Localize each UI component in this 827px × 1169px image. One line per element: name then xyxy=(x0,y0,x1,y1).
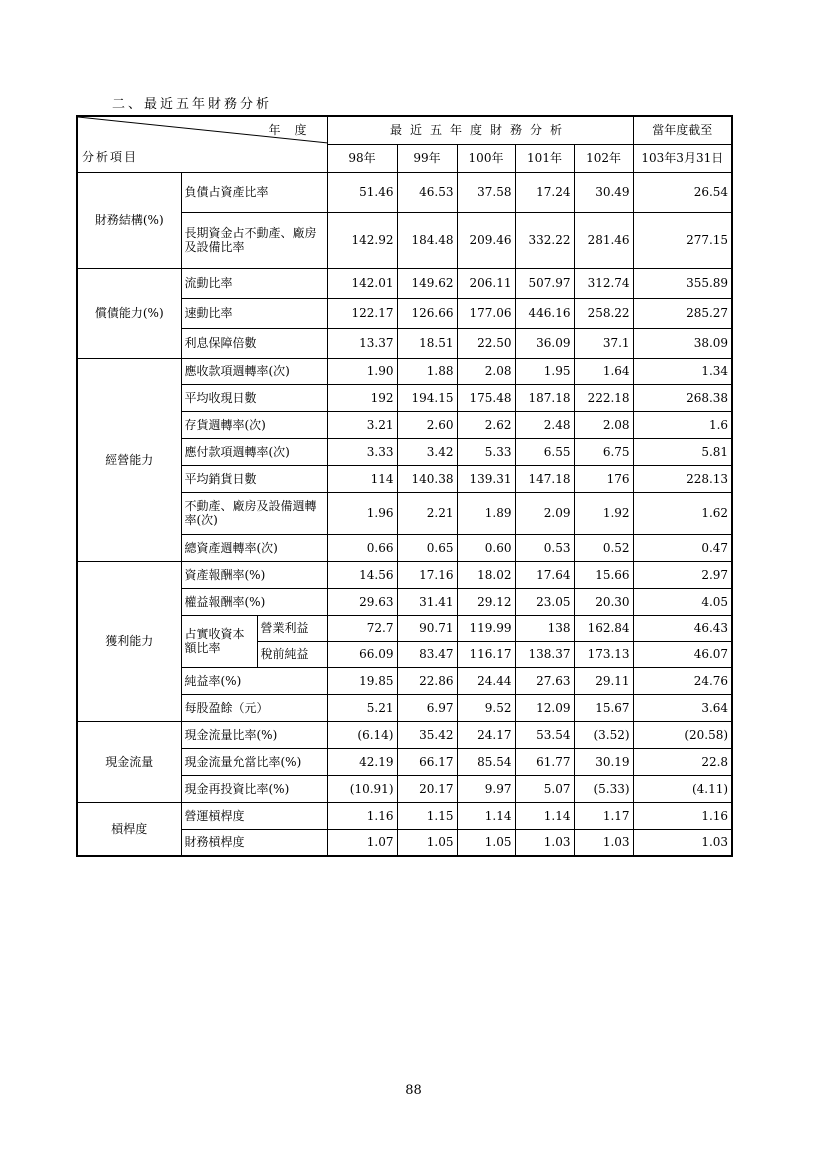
value-cell: 42.19 xyxy=(327,748,397,775)
table-row xyxy=(77,721,732,748)
value-cell: 5.21 xyxy=(327,694,397,721)
header-year: 103年3月31日 xyxy=(633,144,732,172)
value-cell: (10.91) xyxy=(327,775,397,802)
value-cell: 22.8 xyxy=(633,748,732,775)
header-current-year: 當年度截至 xyxy=(633,116,732,144)
value-cell: 46.43 xyxy=(633,615,732,641)
value-cell: 35.42 xyxy=(397,721,457,748)
value-cell: 285.27 xyxy=(633,298,732,328)
item-cell: 現金流量比率(%) xyxy=(181,721,327,748)
item-cell: 權益報酬率(%) xyxy=(181,588,327,615)
item-cell: 現金流量允當比率(%) xyxy=(181,748,327,775)
value-cell: 194.15 xyxy=(397,384,457,411)
subitem-cell: 稅前純益 xyxy=(257,641,327,667)
value-cell: 1.05 xyxy=(397,829,457,856)
value-cell: 1.96 xyxy=(327,492,397,534)
header-year: 101年 xyxy=(515,144,574,172)
value-cell: 1.89 xyxy=(457,492,515,534)
value-cell: 1.34 xyxy=(633,358,732,384)
value-cell: 0.65 xyxy=(397,534,457,561)
value-cell: 15.66 xyxy=(574,561,633,588)
value-cell: 17.24 xyxy=(515,172,574,212)
value-cell: 83.47 xyxy=(397,641,457,667)
value-cell: 3.21 xyxy=(327,411,397,438)
value-cell: 31.41 xyxy=(397,588,457,615)
value-cell: 147.18 xyxy=(515,465,574,492)
value-cell: 6.55 xyxy=(515,438,574,465)
category-cell: 償債能力(%) xyxy=(77,268,181,358)
value-cell: 1.88 xyxy=(397,358,457,384)
value-cell: 1.03 xyxy=(633,829,732,856)
value-cell: 176 xyxy=(574,465,633,492)
value-cell: 1.16 xyxy=(633,802,732,829)
item-cell: 占實收資本額比率 xyxy=(181,615,257,667)
category-cell: 現金流量 xyxy=(77,721,181,802)
value-cell: 446.16 xyxy=(515,298,574,328)
value-cell: 175.48 xyxy=(457,384,515,411)
item-cell: 應付款項週轉率(次) xyxy=(181,438,327,465)
value-cell: 0.52 xyxy=(574,534,633,561)
value-cell: 0.60 xyxy=(457,534,515,561)
value-cell: 332.22 xyxy=(515,212,574,268)
value-cell: 192 xyxy=(327,384,397,411)
item-cell: 營運槓桿度 xyxy=(181,802,327,829)
item-cell: 長期資金占不動產、廠房及設備比率 xyxy=(181,212,327,268)
item-cell: 現金再投資比率(%) xyxy=(181,775,327,802)
item-cell: 平均銷貨日數 xyxy=(181,465,327,492)
value-cell: 30.19 xyxy=(574,748,633,775)
value-cell: 2.08 xyxy=(574,411,633,438)
value-cell: 2.60 xyxy=(397,411,457,438)
value-cell: 177.06 xyxy=(457,298,515,328)
section-heading: 二、最近五年財務分析 xyxy=(112,97,273,112)
value-cell: 142.01 xyxy=(327,268,397,298)
item-cell: 每股盈餘（元） xyxy=(181,694,327,721)
value-cell: 22.50 xyxy=(457,328,515,358)
value-cell: (20.58) xyxy=(633,721,732,748)
value-cell: 1.16 xyxy=(327,802,397,829)
value-cell: 0.66 xyxy=(327,534,397,561)
value-cell: 6.75 xyxy=(574,438,633,465)
value-cell: 281.46 xyxy=(574,212,633,268)
value-cell: 1.03 xyxy=(574,829,633,856)
value-cell: 187.18 xyxy=(515,384,574,411)
value-cell: 209.46 xyxy=(457,212,515,268)
value-cell: 9.52 xyxy=(457,694,515,721)
value-cell: 1.05 xyxy=(457,829,515,856)
table-row xyxy=(77,268,732,298)
item-cell: 資產報酬率(%) xyxy=(181,561,327,588)
value-cell: 37.1 xyxy=(574,328,633,358)
value-cell: 15.67 xyxy=(574,694,633,721)
value-cell: 3.33 xyxy=(327,438,397,465)
value-cell: 1.64 xyxy=(574,358,633,384)
value-cell: (5.33) xyxy=(574,775,633,802)
financial-analysis-table xyxy=(76,115,733,857)
item-cell: 應收款項週轉率(次) xyxy=(181,358,327,384)
value-cell: 1.90 xyxy=(327,358,397,384)
value-cell: 90.71 xyxy=(397,615,457,641)
item-cell: 流動比率 xyxy=(181,268,327,298)
value-cell: 1.07 xyxy=(327,829,397,856)
value-cell: 3.42 xyxy=(397,438,457,465)
value-cell: 162.84 xyxy=(574,615,633,641)
value-cell: 138.37 xyxy=(515,641,574,667)
value-cell: 206.11 xyxy=(457,268,515,298)
value-cell: 85.54 xyxy=(457,748,515,775)
value-cell: 5.33 xyxy=(457,438,515,465)
value-cell: 122.17 xyxy=(327,298,397,328)
value-cell: 1.15 xyxy=(397,802,457,829)
value-cell: 507.97 xyxy=(515,268,574,298)
value-cell: 17.16 xyxy=(397,561,457,588)
value-cell: 0.47 xyxy=(633,534,732,561)
value-cell: 5.81 xyxy=(633,438,732,465)
value-cell: 66.09 xyxy=(327,641,397,667)
value-cell: 9.97 xyxy=(457,775,515,802)
value-cell: 1.14 xyxy=(515,802,574,829)
item-cell: 速動比率 xyxy=(181,298,327,328)
category-cell: 槓桿度 xyxy=(77,802,181,856)
value-cell: 3.64 xyxy=(633,694,732,721)
value-cell: 2.48 xyxy=(515,411,574,438)
value-cell: 51.46 xyxy=(327,172,397,212)
value-cell: 27.63 xyxy=(515,667,574,694)
item-cell: 利息保障倍數 xyxy=(181,328,327,358)
value-cell: 14.56 xyxy=(327,561,397,588)
header-five-year: 最近五年度財務分析 xyxy=(327,116,633,144)
value-cell: 142.92 xyxy=(327,212,397,268)
value-cell: 222.18 xyxy=(574,384,633,411)
table-row xyxy=(77,561,732,588)
header-year: 102年 xyxy=(574,144,633,172)
value-cell: 184.48 xyxy=(397,212,457,268)
value-cell: 26.54 xyxy=(633,172,732,212)
value-cell: 277.15 xyxy=(633,212,732,268)
item-cell: 財務槓桿度 xyxy=(181,829,327,856)
item-cell: 純益率(%) xyxy=(181,667,327,694)
value-cell: 2.09 xyxy=(515,492,574,534)
value-cell: (3.52) xyxy=(574,721,633,748)
value-cell: 5.07 xyxy=(515,775,574,802)
value-cell: 2.08 xyxy=(457,358,515,384)
category-cell: 獲利能力 xyxy=(77,561,181,721)
value-cell: 116.17 xyxy=(457,641,515,667)
value-cell: 38.09 xyxy=(633,328,732,358)
value-cell: 24.17 xyxy=(457,721,515,748)
value-cell: 19.85 xyxy=(327,667,397,694)
value-cell: 312.74 xyxy=(574,268,633,298)
table-row xyxy=(77,802,732,829)
value-cell: 258.22 xyxy=(574,298,633,328)
value-cell: 46.07 xyxy=(633,641,732,667)
value-cell: 18.02 xyxy=(457,561,515,588)
value-cell: 119.99 xyxy=(457,615,515,641)
value-cell: 355.89 xyxy=(633,268,732,298)
header-year: 99年 xyxy=(397,144,457,172)
value-cell: 268.38 xyxy=(633,384,732,411)
value-cell: 139.31 xyxy=(457,465,515,492)
value-cell: 2.62 xyxy=(457,411,515,438)
value-cell: 29.12 xyxy=(457,588,515,615)
value-cell: 24.76 xyxy=(633,667,732,694)
header-year: 98年 xyxy=(327,144,397,172)
item-cell: 總資產週轉率(次) xyxy=(181,534,327,561)
subitem-cell: 營業利益 xyxy=(257,615,327,641)
item-cell: 負債占資產比率 xyxy=(181,172,327,212)
value-cell: 17.64 xyxy=(515,561,574,588)
value-cell: 228.13 xyxy=(633,465,732,492)
value-cell: 2.97 xyxy=(633,561,732,588)
value-cell: 29.11 xyxy=(574,667,633,694)
value-cell: 30.49 xyxy=(574,172,633,212)
category-cell: 經營能力 xyxy=(77,358,181,561)
value-cell: 29.63 xyxy=(327,588,397,615)
value-cell: 114 xyxy=(327,465,397,492)
value-cell: 1.6 xyxy=(633,411,732,438)
value-cell: 4.05 xyxy=(633,588,732,615)
value-cell: 12.09 xyxy=(515,694,574,721)
value-cell: 18.51 xyxy=(397,328,457,358)
value-cell: 2.21 xyxy=(397,492,457,534)
value-cell: (4.11) xyxy=(633,775,732,802)
value-cell: 1.17 xyxy=(574,802,633,829)
value-cell: 173.13 xyxy=(574,641,633,667)
table-row xyxy=(77,172,732,212)
header-year: 100年 xyxy=(457,144,515,172)
value-cell: 22.86 xyxy=(397,667,457,694)
page-number: 88 xyxy=(405,1083,422,1098)
value-cell: 1.62 xyxy=(633,492,732,534)
header-year-label: 年度 xyxy=(268,123,321,137)
value-cell: 1.03 xyxy=(515,829,574,856)
value-cell: 149.62 xyxy=(397,268,457,298)
header-item-label: 分析項目 xyxy=(82,149,139,164)
value-cell: 61.77 xyxy=(515,748,574,775)
value-cell: 72.7 xyxy=(327,615,397,641)
value-cell: 1.92 xyxy=(574,492,633,534)
value-cell: 20.17 xyxy=(397,775,457,802)
value-cell: 140.38 xyxy=(397,465,457,492)
value-cell: 66.17 xyxy=(397,748,457,775)
value-cell: 23.05 xyxy=(515,588,574,615)
value-cell: 20.30 xyxy=(574,588,633,615)
table-row xyxy=(77,358,732,384)
value-cell: 6.97 xyxy=(397,694,457,721)
item-cell: 平均收現日數 xyxy=(181,384,327,411)
value-cell: 1.95 xyxy=(515,358,574,384)
value-cell: 24.44 xyxy=(457,667,515,694)
value-cell: 46.53 xyxy=(397,172,457,212)
value-cell: 36.09 xyxy=(515,328,574,358)
item-cell: 存貨週轉率(次) xyxy=(181,411,327,438)
category-cell: 財務結構(%) xyxy=(77,172,181,268)
value-cell: 53.54 xyxy=(515,721,574,748)
value-cell: (6.14) xyxy=(327,721,397,748)
value-cell: 1.14 xyxy=(457,802,515,829)
header-diagonal-cell xyxy=(77,116,327,172)
value-cell: 138 xyxy=(515,615,574,641)
item-cell: 不動產、廠房及設備週轉率(次) xyxy=(181,492,327,534)
value-cell: 0.53 xyxy=(515,534,574,561)
value-cell: 13.37 xyxy=(327,328,397,358)
value-cell: 126.66 xyxy=(397,298,457,328)
value-cell: 37.58 xyxy=(457,172,515,212)
